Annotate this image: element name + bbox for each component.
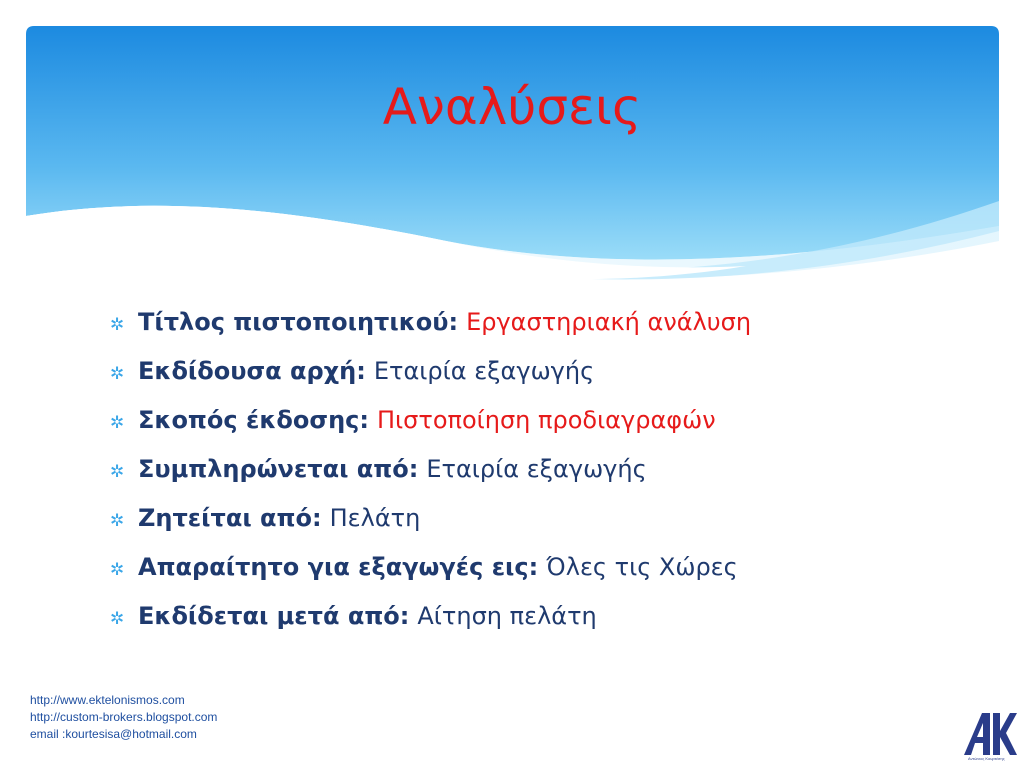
logo-caption: Αντώνιος Κουρτέσης xyxy=(968,756,1005,761)
asterisk-bullet-icon: ✲ xyxy=(110,413,125,433)
asterisk-bullet-icon: ✲ xyxy=(110,315,125,335)
bullet-label: Εκδίδεται μετά από: xyxy=(138,602,410,630)
website-link[interactable]: http://www.ektelonismos.com xyxy=(30,693,185,707)
bullet-value: Πιστοποίηση προδιαγραφών xyxy=(376,406,716,434)
bullet-item xyxy=(110,308,970,357)
bullet-value: Εταιρία εξαγωγής xyxy=(426,455,647,483)
asterisk-bullet-icon: ✲ xyxy=(110,609,125,629)
bullet-label: Τίτλος πιστοποιητικού: xyxy=(138,308,459,336)
footer-contact xyxy=(30,692,217,743)
bullet-item xyxy=(110,406,970,455)
blog-link[interactable]: http://custom-brokers.blogspot.com xyxy=(30,710,218,724)
asterisk-bullet-icon: ✲ xyxy=(110,364,125,384)
asterisk-bullet-icon: ✲ xyxy=(110,560,125,580)
bullet-list xyxy=(110,308,970,651)
bullet-value: Εργαστηριακή ανάλυση xyxy=(466,308,752,336)
bullet-value: Εταιρία εξαγωγής xyxy=(373,357,595,385)
bullet-value: Πελάτη xyxy=(329,504,421,532)
header-banner xyxy=(26,26,999,286)
bullet-label: Συμπληρώνεται από: xyxy=(138,455,419,483)
bullet-item xyxy=(110,602,970,651)
email-text: email :kourtesisa@hotmail.com xyxy=(30,727,197,741)
asterisk-bullet-icon: ✲ xyxy=(110,511,125,531)
bullet-label: Ζητείται από: xyxy=(138,504,322,532)
bullet-item xyxy=(110,504,970,553)
bullet-value: Αίτηση πελάτη xyxy=(417,602,597,630)
bullet-label: Εκδίδουσα αρχή: xyxy=(138,357,366,385)
slide-title: Αναλύσεις xyxy=(382,78,642,136)
asterisk-bullet-icon: ✲ xyxy=(110,462,125,482)
bullet-item xyxy=(110,553,970,602)
bullet-label: Σκοπός έκδοσης: xyxy=(138,406,369,434)
bullet-item xyxy=(110,357,970,406)
bullet-value: Όλες τις Χώρες xyxy=(546,553,738,581)
ak-logo xyxy=(960,707,1018,759)
wave-background xyxy=(26,26,999,286)
bullet-item xyxy=(110,455,970,504)
bullet-label: Απαραίτητο για εξαγωγές εις: xyxy=(138,553,539,581)
